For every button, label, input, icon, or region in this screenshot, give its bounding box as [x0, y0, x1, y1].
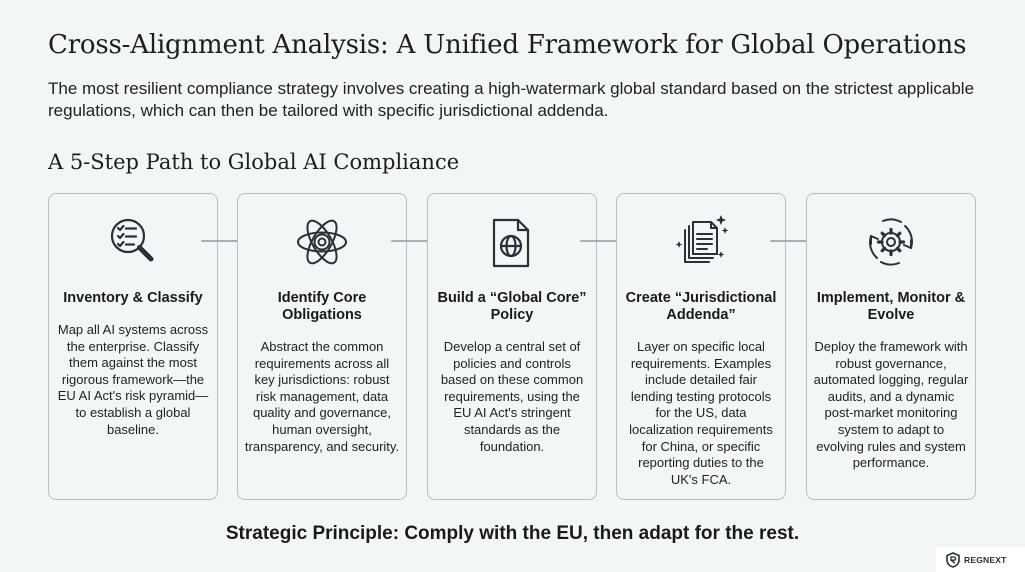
step-heading: Identify Core Obligations [277, 290, 367, 323]
step-card-inventory [48, 193, 218, 500]
step-card-global-core [427, 193, 597, 500]
step-card-obligations [237, 193, 407, 500]
step-body: Deploy the framework with robust governance, automated logging, regular audits, and a dynamic post-market monitoring system to adapt to evolving rules and system performance. [813, 339, 969, 471]
step-body: Develop a central set of policies and controls based on these common requirements, using the EU AI Act's stringent standards as the foundation. [440, 339, 584, 454]
stacked-documents-icon [671, 212, 731, 272]
step-body: Abstract the common requirements across all key jurisdictions: robust risk management, data quality and governance, human oversight, transparency, and security. [244, 339, 400, 454]
step-body: Map all AI systems across the enterprise. Classify them against the most rigorous framework—the EU AI Act's risk pyramid—to establish a global baseline. [57, 322, 209, 437]
shield-icon [946, 552, 960, 568]
step-heading: Inventory & Classify [63, 290, 203, 306]
section-subtitle: A 5-Step Path to Global AI Compliance [48, 150, 460, 174]
step-card-implement [806, 193, 976, 500]
brand-logo [936, 547, 1025, 572]
step-body: Layer on specific local requirements. Examples include detailed fair lending testing protocols for the US, data localization requirements for China, or specific reporting duties to the UK's FCA. [629, 339, 773, 487]
atom-icon [292, 212, 352, 272]
page-title: Cross-Alignment Analysis: A Unified Framework for Global Operations [48, 30, 967, 60]
step-heading: Build a “Global Core” Policy [437, 290, 587, 323]
step-heading: Implement, Monitor & Evolve [816, 290, 966, 323]
brand-logo-text: REGNEXT [964, 554, 1007, 565]
intro-paragraph: The most resilient compliance strategy involves creating a high-watermark global standard based on the strictest applicable regulations, which can then be tailored with specific jurisdictional addenda. [48, 79, 975, 120]
gear-cycle-icon [861, 212, 921, 272]
globe-document-icon [482, 212, 542, 272]
strategic-principle: Strategic Principle: Comply with the EU, then adapt for the rest. [225, 523, 800, 544]
step-card-addenda [616, 193, 786, 500]
step-heading: Create “Jurisdictional Addenda” [625, 290, 777, 323]
checklist-magnifier-icon [103, 212, 163, 272]
